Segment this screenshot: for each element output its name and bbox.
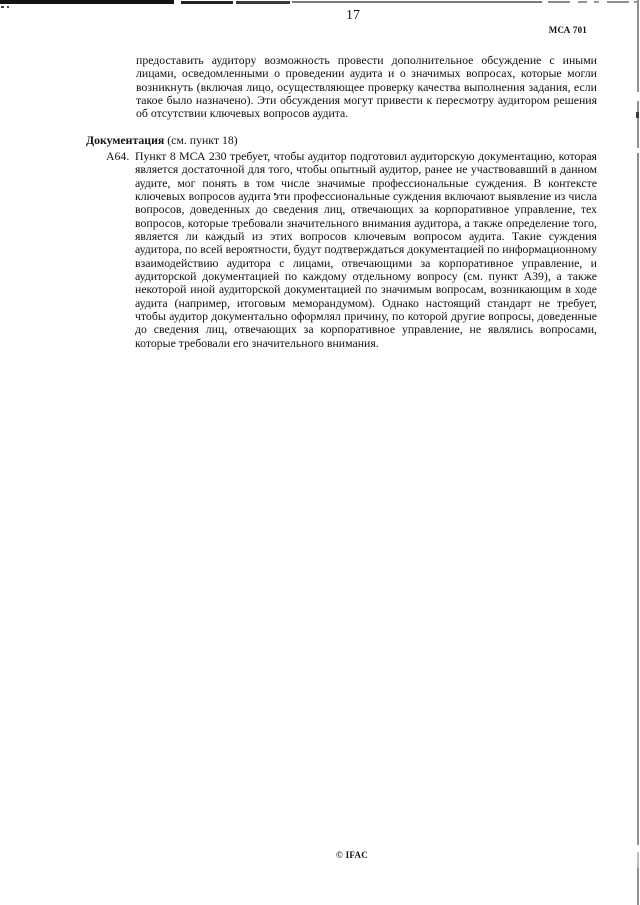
scan-right-edge-line (637, 0, 639, 92)
scan-top-edge-line (0, 0, 174, 4)
section-heading-reference: (см. пункт 18) (164, 133, 238, 147)
scan-noise-dot (1, 6, 4, 8)
scan-top-edge-dash (578, 1, 587, 3)
scan-top-edge-dash (548, 1, 570, 3)
scan-top-edge-dash (594, 1, 599, 3)
paragraph-a64-label: А64. (106, 149, 130, 163)
document-code-header: МСА 701 (548, 25, 587, 35)
scan-top-edge-line (181, 1, 233, 4)
scan-right-edge-line (637, 153, 639, 845)
paragraph-a64 (106, 150, 597, 350)
scan-top-edge-dash (607, 1, 629, 3)
scan-right-edge-line (637, 101, 639, 112)
paragraph-continuation: предоставить аудитору возможность провести дополнительное обсуждение с иными лицами, осведомленными о проведении аудита и о значимых вопросах, которые могли возникнуть (включая лицо, осуществляющее проверку качества выполнения задания, если такое было назначено). Эти обсуждения могут привести к пересмотру аудитором решения об отсутствии ключевых вопросов аудита. (136, 53, 597, 121)
page-number: 17 (346, 8, 360, 23)
scan-right-edge-line (637, 868, 639, 905)
section-heading (86, 133, 238, 147)
footer-copyright: © IFAC (336, 850, 369, 860)
scan-right-edge-line (637, 852, 639, 868)
scan-top-edge-line (292, 1, 542, 3)
scan-right-edge-line (637, 118, 639, 148)
paragraph-a64-text: Пункт 8 МСА 230 требует, чтобы аудитор подготовил аудиторскую документацию, которая является достаточной для того, чтобы опытный аудитор, ранее не участвовавший в данном аудите, мог понять в том числе значимые профессиональные суждения. В контексте ключевых вопросов аудита эти профессиональные суждения включают выявление из числа вопросов, доведенных до сведения лиц, отвечающих за корпоративное управление, тех вопросов, которые требовали значительного внимания аудитора, а также определение того, является ли каждый из этих вопросов ключевым вопросом аудита. Такие суждения аудитора, по всей вероятности, будут подтверждаться документацией по информационному взаимодействию аудитора с лицами, отвечающими за корпоративное управление, и аудиторской документацией по каждому отдельному вопросу (см. пункт А39), а также некоторой иной аудиторской документацией по значимым вопросам, возникающим в ходе аудита (например, итоговым меморандумом). Однако настоящий стандарт не требует, чтобы аудитор документально оформлял причину, по которой другие вопросы, доведенные до сведения лиц, отвечающих за корпоративное управление, не являлись вопросами, которые требовали его значительного внимания. (135, 149, 597, 350)
scan-top-edge-line (236, 1, 290, 4)
section-heading-title: Документация (86, 133, 165, 147)
scan-noise-dot (7, 6, 9, 8)
